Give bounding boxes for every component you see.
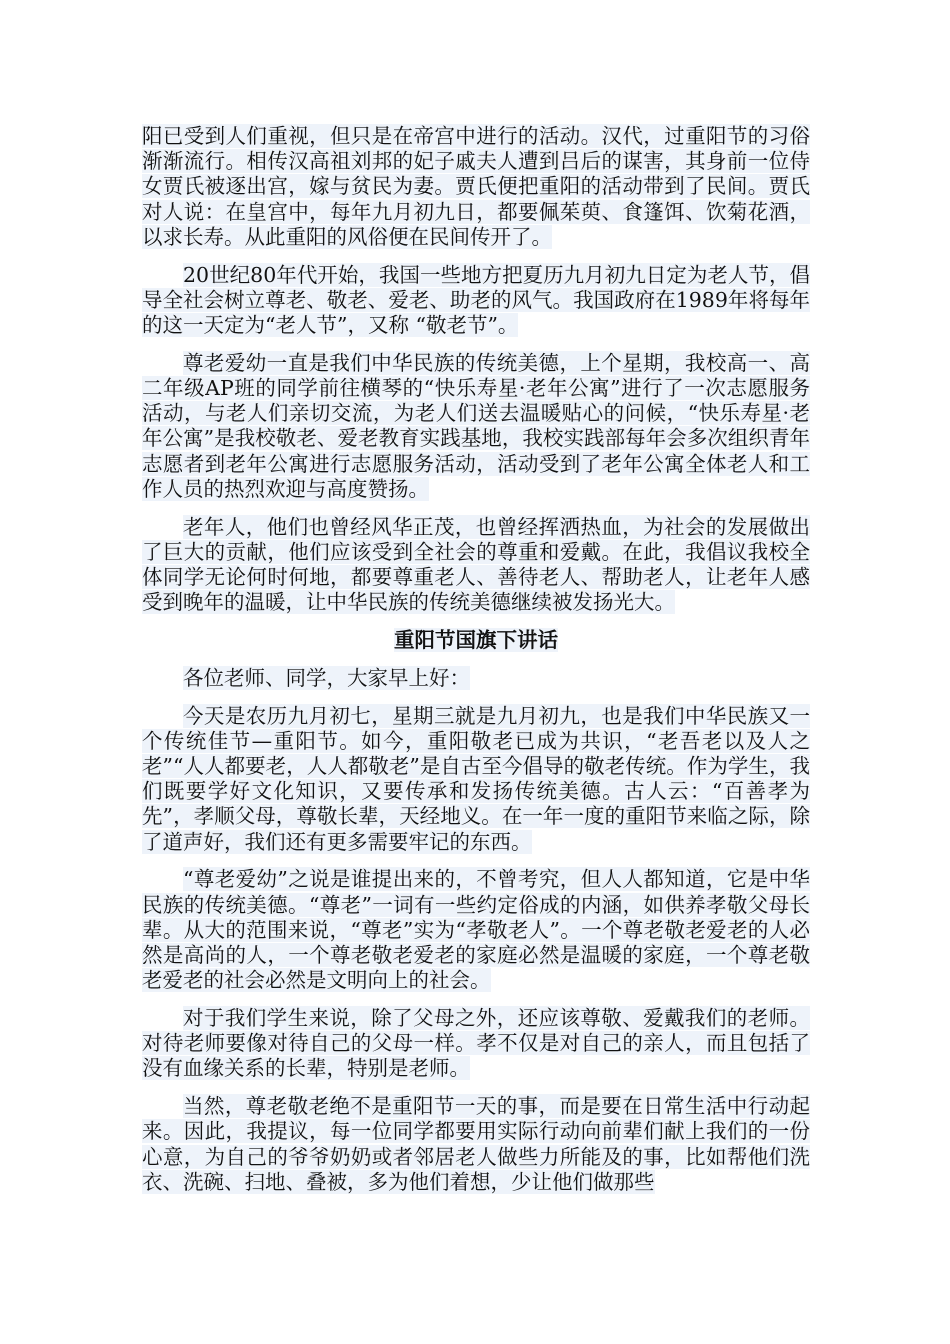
paragraph-respect-teachers	[142, 1006, 810, 1082]
paragraph-respect-elders	[142, 867, 810, 993]
paragraph-text: 各位老师、同学，大家早上好：	[183, 665, 470, 690]
paragraph-elderly-day	[142, 263, 810, 339]
paragraph-text: “尊老爱幼”之说是谁提出来的，不曾考究，但人人都知道，它是中华民族的传统美德。“尊老”一词有一些约定俗成的内涵，如供养孝敬父母长辈。从大的范围来说，“尊老”实为“孝敬老人”。一个尊老敬老爱老的人必然是高尚的人，一个尊老敬老爱老的家庭必然是温暖的家庭，一个尊老敬老爱老的社会必然是文明向上的社会。	[142, 867, 810, 993]
paragraph-text: 老年人，他们也曾经风华正茂，也曾经挥洒热血，为社会的发展做出了巨大的贡献，他们应该受到全社会的尊重和爱戴。在此，我倡议我校全体同学无论何时何地，都要尊重老人、善待老人、帮助老人，让老年人感受到晚年的温暖，让中华民族的传统美德继续被发扬光大。	[142, 514, 810, 615]
paragraph-text: 20世纪80年代开始，我国一些地方把夏历九月初九日定为老人节，倡导全社会树立尊老、敬老、爱老、助老的风气。我国政府在1989年将每年的这一天定为“老人节”，又称 “敬老节”。	[142, 262, 810, 338]
paragraph-proposal	[142, 515, 810, 616]
speech-title-text: 重阳节国旗下讲话	[394, 628, 558, 653]
speech-title	[142, 628, 810, 653]
paragraph-text: 对于我们学生来说，除了父母之外，还应该尊敬、爱戴我们的老师。对待老师要像对待自己的父母一样。孝不仅是对自己的亲人，而且包括了没有血缘关系的长辈，特别是老师。	[142, 1006, 810, 1081]
paragraph-festival-intro	[142, 704, 810, 855]
document-page	[142, 124, 810, 1208]
paragraph-volunteer-activity	[142, 351, 810, 502]
paragraph-text: 尊老爱幼一直是我们中华民族的传统美德，上个星期，我校高一、高二年级AP班的同学前往横琴的“快乐寿星·老年公寓”进行了一次志愿服务活动，与老人们亲切交流，为老人们送去温暖贴心的问候，“快乐寿星·老年公寓”是我校敬老、爱老教育实践基地，我校实践部每年会多次组织青年志愿者到老年公寓进行志愿服务活动，活动受到了老年公寓全体老人和工作人员的热烈欢迎与高度赞扬。	[142, 350, 810, 501]
paragraph-chongyang-history	[142, 124, 810, 250]
paragraph-text: 今天是农历九月初七，星期三就是九月初九，也是我们中华民族又一个传统佳节—重阳节。如今，重阳敬老已成为共识，“老吾老以及人之老”“人人都要老，人人都敬老”是自古至今倡导的敬老传统。作为学生，我们既要学好文化知识，又要传承和发扬传统美德。古人云：“百善孝为先”，孝顺父母，尊敬长辈，天经地义。在一年一度的重阳节来临之际，除了道声好，我们还有更多需要牢记的东西。	[142, 703, 810, 854]
paragraph-text: 当然，尊老敬老绝不是重阳节一天的事，而是要在日常生活中行动起来。因此，我提议，每一位同学都要用实际行动向前辈们献上我们的一份心意，为自己的爷爷奶奶或者邻居老人做些力所能及的事，比如帮他们洗衣、洗碗、扫地、叠被，多为他们着想，少让他们做那些	[142, 1094, 810, 1194]
paragraph-greeting	[142, 666, 810, 691]
paragraph-text: 阳已受到人们重视，但只是在帝宫中进行的活动。汉代，过重阳节的习俗渐渐流行。相传汉高祖刘邦的妃子戚夫人遭到吕后的谋害，其身前一位侍女贾氏被逐出宫，嫁与贫民为妻。贾氏便把重阳的活动带到了民间。贾氏对人说：在皇宫中，每年九月初九日，都要佩茱萸、食篷饵、饮菊花酒，以求长寿。从此重阳的风俗便在民间传开了。	[142, 124, 810, 249]
paragraph-call-to-action	[142, 1094, 810, 1195]
